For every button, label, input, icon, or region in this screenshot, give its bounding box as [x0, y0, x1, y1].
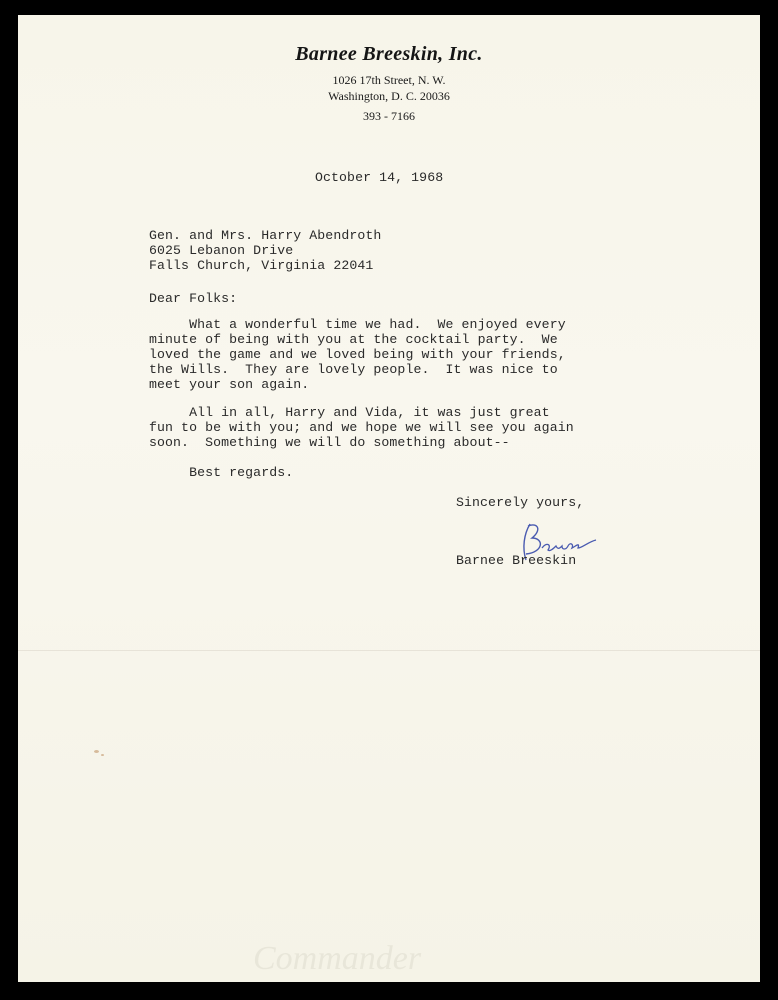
body-line: What a wonderful time we had. We enjoyed every: [149, 317, 566, 332]
body-line: fun to be with you; and we hope we will see you again: [149, 420, 574, 435]
salutation: Dear Folks:: [149, 291, 238, 306]
body-line: minute of being with you at the cocktail party. We: [149, 332, 558, 347]
body-line: soon. Something we will do something about--: [149, 435, 510, 450]
recipient-line-2: 6025 Lebanon Drive: [149, 243, 294, 258]
body-line: All in all, Harry and Vida, it was just great: [149, 405, 550, 420]
letterhead-street: 1026 17th Street, N. W.: [332, 73, 446, 87]
paper-fold-line: [18, 650, 760, 651]
letter-date: October 14, 1968: [315, 170, 444, 185]
body-line: meet your son again.: [149, 377, 310, 392]
signer-name: Barnee Breeskin: [456, 553, 577, 568]
letterhead-phone: 393 - 7166: [363, 109, 415, 123]
show-through-handwriting: Commander: [253, 940, 422, 977]
best-regards: Best regards.: [149, 465, 294, 480]
letterhead-company: Barnee Breeskin, Inc.: [295, 43, 483, 65]
body-line: loved the game and we loved being with your friends,: [149, 347, 566, 362]
closing: Sincerely yours,: [456, 495, 585, 510]
paper-stain: [101, 754, 104, 756]
recipient-line-1: Gen. and Mrs. Harry Abendroth: [149, 228, 382, 243]
letter-page: [18, 15, 760, 982]
recipient-line-3: Falls Church, Virginia 22041: [149, 258, 374, 273]
paper-stain: [94, 750, 99, 753]
letterhead-city: Washington, D. C. 20036: [328, 89, 450, 103]
body-line: the Wills. They are lovely people. It was nice to: [149, 362, 558, 377]
